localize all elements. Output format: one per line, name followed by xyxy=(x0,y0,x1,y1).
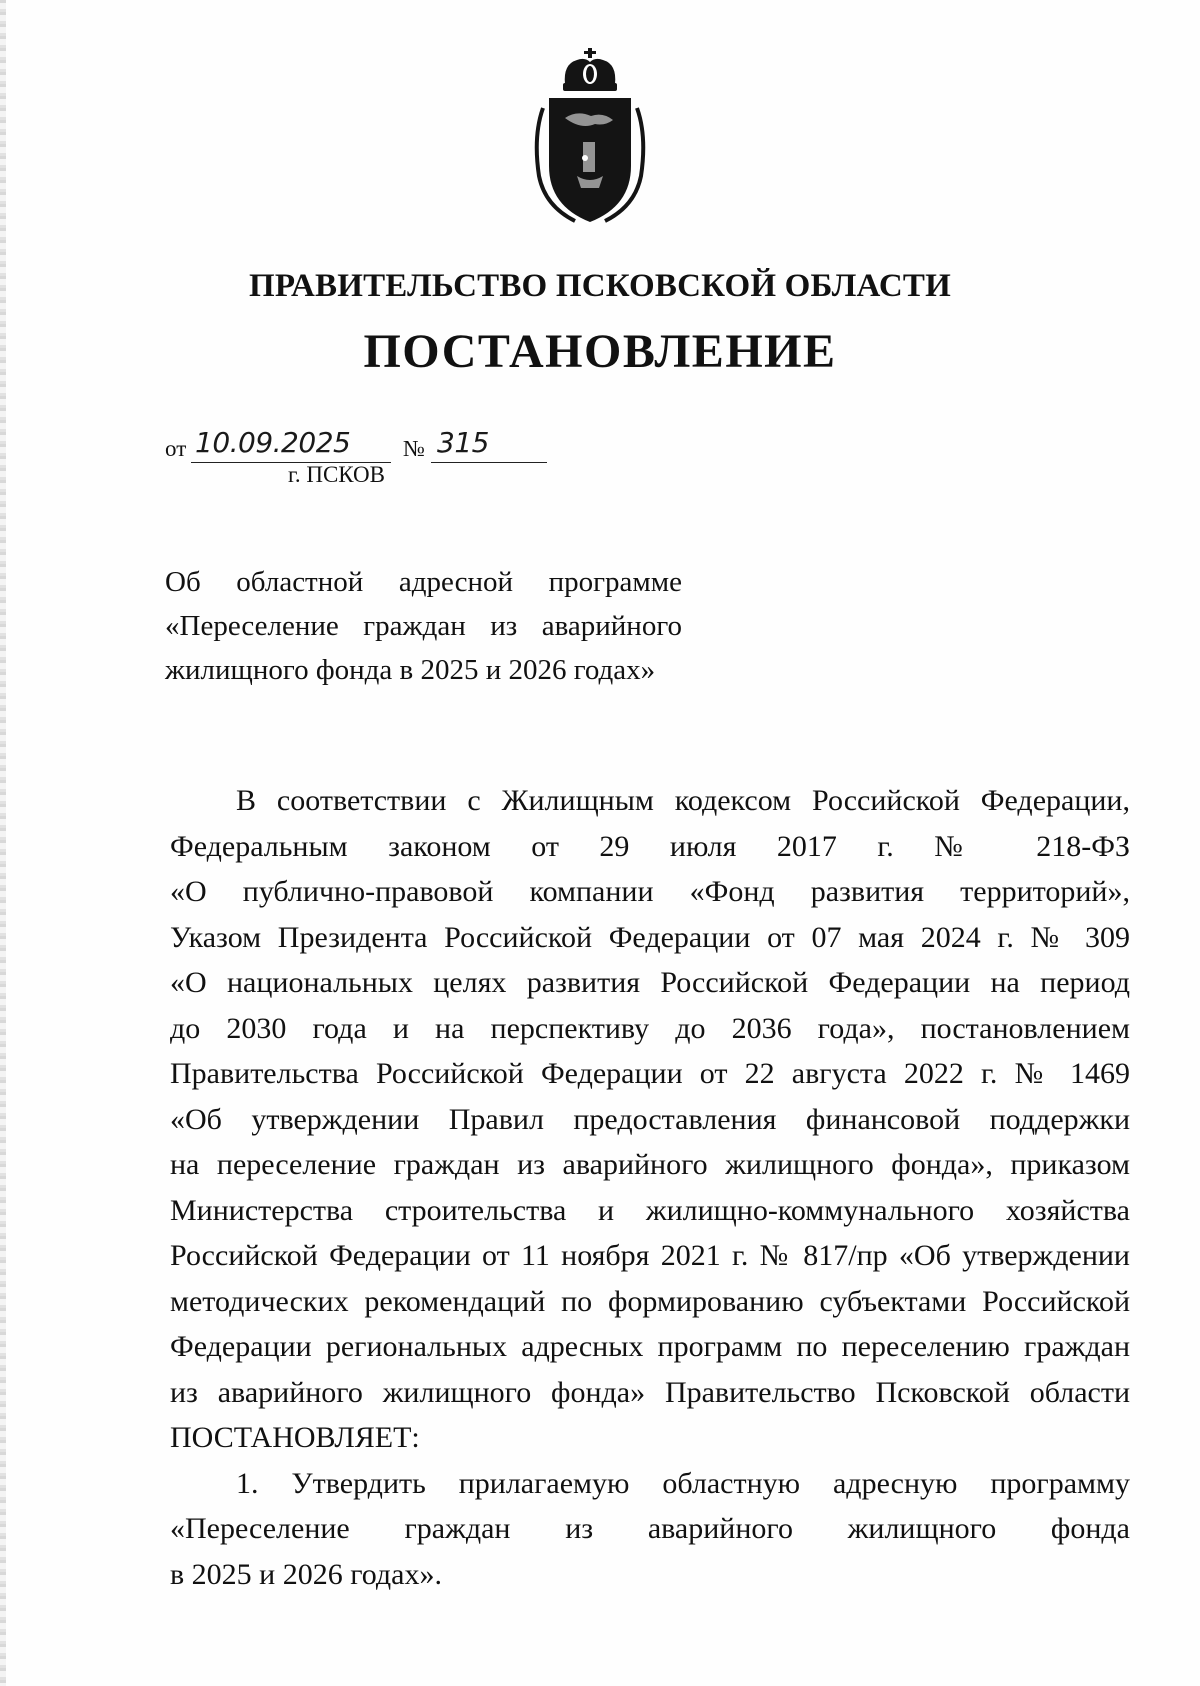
body-line: Указом Президента Российской Федерации от 07 мая 2024 г. № 309 xyxy=(170,920,1130,954)
body-line: методических рекомендаций по формированию субъектами Российской xyxy=(170,1284,1130,1318)
body-line: «О национальных целях развития Российской Федерации на период xyxy=(170,966,1130,999)
subject-line: жилищного фонда в 2025 и 2026 годах» xyxy=(165,654,656,686)
body-line: Федерации региональных адресных программ по переселению граждан xyxy=(170,1330,1130,1363)
number-prefix: № xyxy=(403,436,425,461)
body-line: «Переселение граждан из аварийного жилищного фонда xyxy=(170,1512,1130,1545)
document-body xyxy=(170,778,1130,1597)
body-line: Министерства строительства и жилищно-коммунального хозяйства xyxy=(170,1193,1130,1227)
number-underline xyxy=(431,462,547,463)
body-line: из аварийного жилищного фонда» Правительство Псковской области xyxy=(170,1375,1130,1409)
pskov-coat-of-arms-icon xyxy=(525,46,655,236)
subject-line: Об областной адресной программе xyxy=(165,566,682,598)
date-prefix: от xyxy=(165,436,187,461)
body-line: Российской Федерации от 11 ноября 2021 г. № 817/пр «Об утверждении xyxy=(170,1239,1130,1272)
document-type-title: ПОСТАНОВЛЕНИЕ xyxy=(363,325,837,378)
body-line: на переселение граждан из аварийного жилищного фонда», приказом xyxy=(170,1148,1130,1181)
body-line: Правительства Российской Федерации от 22 августа 2022 г. № 1469 xyxy=(170,1057,1130,1090)
body-line: в 2025 и 2026 годах». xyxy=(170,1557,442,1591)
scan-edge xyxy=(0,0,6,1686)
body-line: до 2030 года и на перспективу до 2036 года», постановлением xyxy=(170,1011,1130,1045)
body-line: «Об утверждении Правил предоставления финансовой поддержки xyxy=(170,1102,1130,1136)
body-line: ПОСТАНОВЛЯЕТ: xyxy=(170,1421,420,1454)
body-line: В соответствии с Жилищным кодексом Российской Федерации, xyxy=(236,784,1130,817)
organization-name: ПРАВИТЕЛЬСТВО ПСКОВСКОЙ ОБЛАСТИ xyxy=(248,268,952,304)
body-line: «О публично-правовой компании «Фонд развития территорий», xyxy=(170,875,1130,908)
city-name: г. ПСКОВ xyxy=(288,462,386,487)
subject-line: «Переселение граждан из аварийного xyxy=(165,610,682,642)
handwritten-date: 10.09.2025 xyxy=(195,426,351,459)
handwritten-number: 315 xyxy=(437,426,489,459)
body-line: 1. Утвердить прилагаемую областную адресную программу xyxy=(236,1466,1130,1500)
document-subject xyxy=(165,560,682,692)
body-line: Федеральным законом от 29 июля 2017 г. № 218-ФЗ xyxy=(170,829,1130,863)
